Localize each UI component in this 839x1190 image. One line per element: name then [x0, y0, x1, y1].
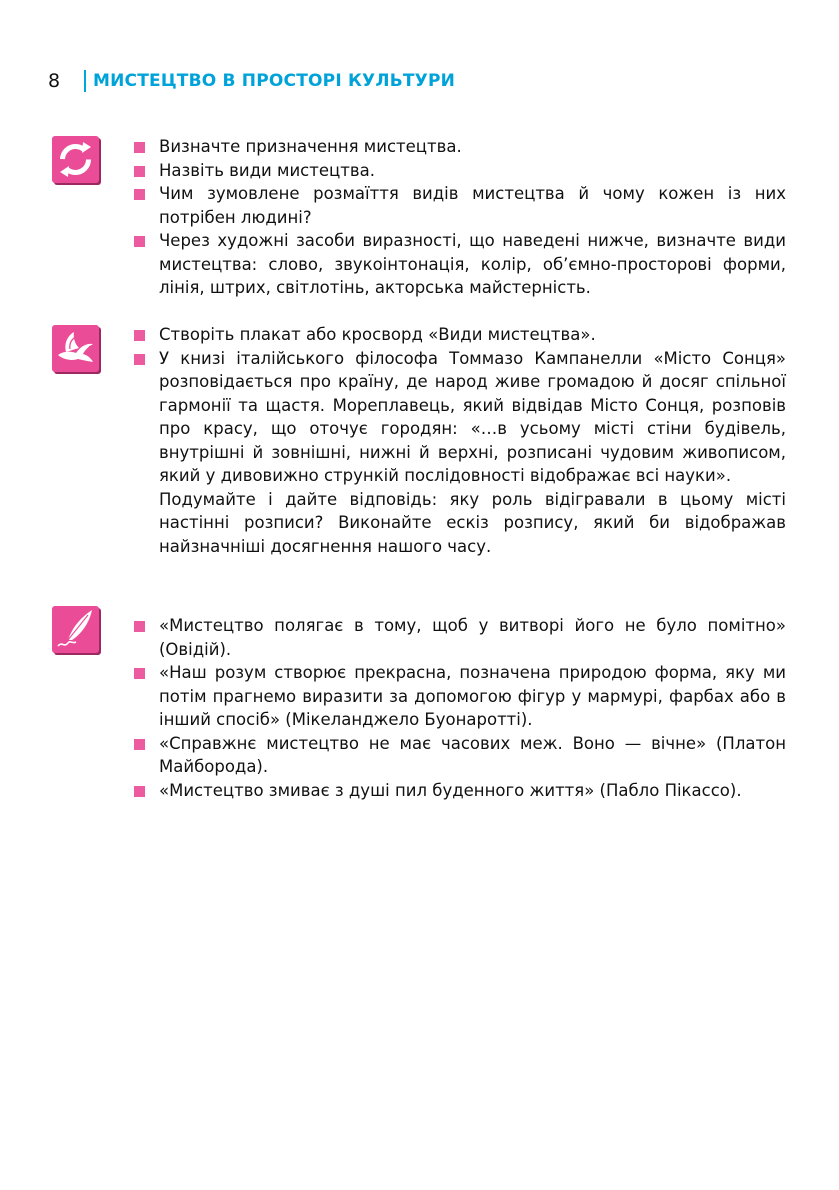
- list-item: «Мистецтво змиває з душі пил буденного життя» (Пабло Пікассо).: [134, 779, 786, 803]
- list-item: Визначте призначення мистецтва.: [134, 135, 786, 159]
- bullet-square: [134, 786, 145, 797]
- bullet-square: [134, 189, 145, 200]
- bullet-square: [134, 236, 145, 247]
- bullet-square: [134, 166, 145, 177]
- page-number: 8: [48, 70, 61, 92]
- list-item: «Наш розум створює прекрасна, позначена природою форма, яку ми потім прагнемо виразити за допомогою фігур у мармурі, фарбах або в інший спосіб» (Мікеланджело Буонаротті).: [134, 661, 786, 732]
- pegasus-icon: [52, 325, 99, 372]
- list-item: «Мистецтво полягає в тому, щоб у витворі його не було помітно» (Овідій).: [134, 614, 786, 661]
- list-item: Через художні засоби виразності, що наведені нижче, визначте види мистецтва: слово, звукоінтонація, колір, об’ємно-просторові форми, лінія, штрих, світлотінь, акторська майстерність.: [134, 229, 786, 300]
- bullet-square: [134, 330, 145, 341]
- header-divider: [84, 70, 86, 92]
- page-header: [48, 68, 455, 94]
- task-continuation: Подумайте і дайте відповідь: яку роль відігравали в цьому місті настінні розписи? Виконайте ескіз розпису, який би відображав найзначніші досягнення нашого часу.: [159, 489, 786, 556]
- bullet-square: [134, 354, 145, 365]
- chapter-title: МИСТЕЦТВО В ПРОСТОРІ КУЛЬТУРИ: [93, 71, 456, 91]
- refresh-icon: [52, 136, 99, 183]
- bullet-square: [134, 668, 145, 679]
- list-item: Чим зумовлене розмаїття видів мистецтва й чому кожен із них потрібен людині?: [134, 182, 786, 229]
- list-item: «Справжнє мистецтво не має часових меж. Воно — вічне» (Платон Майборода).: [134, 732, 786, 779]
- review-question-list: [134, 135, 786, 300]
- quote-list: [134, 614, 786, 802]
- quill-icon: [52, 606, 99, 653]
- list-item: Назвіть види мистецтва.: [134, 159, 786, 183]
- bullet-square: [134, 142, 145, 153]
- bullet-square: [134, 621, 145, 632]
- list-item: Створіть плакат або кросворд «Види мистецтва».: [134, 323, 786, 347]
- list-item: У книзі італійського філософа Томмазо Кампанелли «Місто Сонця» розповідається про країну, де народ живе громадою й досяг спільної гармонії та щастя. Мореплавець, який відвідав Місто Сонця, розповів про красу, що оточує городян: «…в усьому місті стіни будівель, внутрішні й зовнішні, нижні й верхні, розписані чудовим живописом, який у дивовижно стрункій послідовності відображає всі науки». Подумайте і дайте відповідь: яку роль відігравали в цьому місті настінні розписи? Виконайте ескіз розпису, який би відображав найзначніші досягнення нашого часу.: [134, 347, 786, 559]
- bullet-square: [134, 739, 145, 750]
- creative-task-list: [134, 323, 786, 558]
